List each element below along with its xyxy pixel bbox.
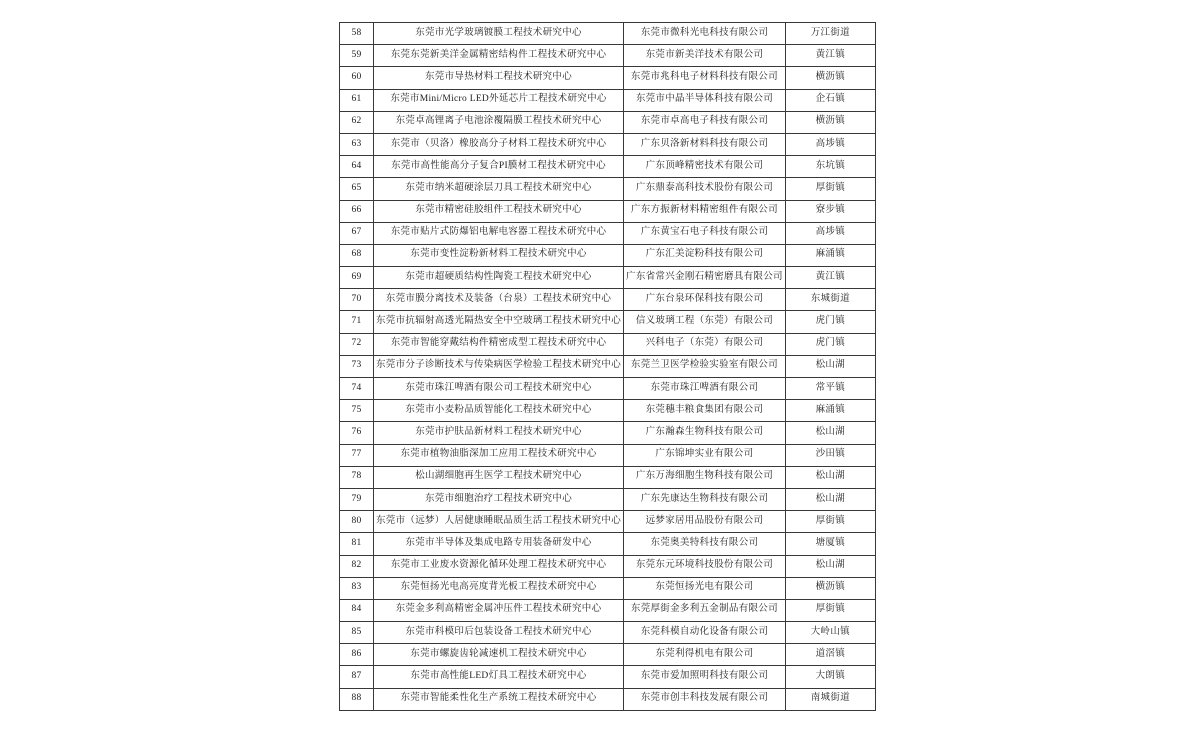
table-row: [340, 666, 876, 688]
town-name-cell: 大岭山镇: [785, 622, 875, 644]
table-row: [340, 577, 876, 599]
company-name-cell: 广东省常兴金刚石精密磨具有限公司: [624, 267, 786, 289]
row-number-cell: 85: [340, 622, 374, 644]
company-name-cell: 广东汇美淀粉科技有限公司: [624, 244, 786, 266]
company-name-cell: 东莞市珠江啤酒有限公司: [624, 378, 786, 400]
row-number-cell: 79: [340, 488, 374, 510]
town-name-cell: 企石镇: [785, 89, 875, 111]
row-number-cell: 87: [340, 666, 374, 688]
town-name-cell: 松山湖: [785, 488, 875, 510]
center-name-cell: 东莞市纳米超硬涂层刀具工程技术研究中心: [374, 178, 624, 200]
town-name-cell: 黄江镇: [785, 267, 875, 289]
row-number-cell: 84: [340, 599, 374, 621]
town-name-cell: 高埗镇: [785, 222, 875, 244]
town-name-cell: 松山湖: [785, 555, 875, 577]
company-name-cell: 东莞市新美洋技术有限公司: [624, 45, 786, 67]
town-name-cell: 东坑镇: [785, 156, 875, 178]
company-name-cell: 广东先康达生物科技有限公司: [624, 488, 786, 510]
company-name-cell: 远梦家居用品股份有限公司: [624, 511, 786, 533]
row-number-cell: 62: [340, 111, 374, 133]
town-name-cell: 高埗镇: [785, 133, 875, 155]
center-name-cell: 东莞市贴片式防爆铝电解电容器工程技术研究中心: [374, 222, 624, 244]
center-name-cell: 东莞市导热材料工程技术研究中心: [374, 67, 624, 89]
company-name-cell: 东莞厚街金多利五金制品有限公司: [624, 599, 786, 621]
row-number-cell: 69: [340, 267, 374, 289]
company-name-cell: 广东顶峰精密技术有限公司: [624, 156, 786, 178]
center-name-cell: 东莞市变性淀粉新材料工程技术研究中心: [374, 244, 624, 266]
table-row: [340, 244, 876, 266]
center-name-cell: 东莞市膜分离技术及装备（台泉）工程技术研究中心: [374, 289, 624, 311]
town-name-cell: 大朗镇: [785, 666, 875, 688]
center-name-cell: 东莞金多利高精密金属冲压件工程技术研究中心: [374, 599, 624, 621]
center-name-cell: 东莞卓高锂离子电池涂覆隔膜工程技术研究中心: [374, 111, 624, 133]
town-name-cell: 厚街镇: [785, 599, 875, 621]
center-name-cell: 东莞市珠江啤酒有限公司工程技术研究中心: [374, 378, 624, 400]
table-row: [340, 488, 876, 510]
town-name-cell: 沙田镇: [785, 444, 875, 466]
table-row: [340, 466, 876, 488]
town-name-cell: 松山湖: [785, 466, 875, 488]
center-name-cell: 东莞市护肤品新材料工程技术研究中心: [374, 422, 624, 444]
row-number-cell: 81: [340, 533, 374, 555]
company-name-cell: 广东万海细胞生物科技有限公司: [624, 466, 786, 488]
town-name-cell: 黄江镇: [785, 45, 875, 67]
company-name-cell: 广东瀚森生物科技有限公司: [624, 422, 786, 444]
table-row: [340, 555, 876, 577]
row-number-cell: 80: [340, 511, 374, 533]
center-name-cell: 东莞市植物油脂深加工应用工程技术研究中心: [374, 444, 624, 466]
table-row: [340, 178, 876, 200]
town-name-cell: 虎门镇: [785, 311, 875, 333]
company-name-cell: 广东贝洛新材料科技有限公司: [624, 133, 786, 155]
town-name-cell: 厚街镇: [785, 178, 875, 200]
row-number-cell: 65: [340, 178, 374, 200]
center-name-cell: 东莞市智能穿戴结构件精密成型工程技术研究中心: [374, 333, 624, 355]
table-row: [340, 45, 876, 67]
row-number-cell: 88: [340, 688, 374, 710]
table-row: [340, 533, 876, 555]
row-number-cell: 66: [340, 200, 374, 222]
company-name-cell: 广东鼎泰高科技术股份有限公司: [624, 178, 786, 200]
company-name-cell: 东莞市爱加照明科技有限公司: [624, 666, 786, 688]
company-name-cell: 东莞市兆科电子材料科技有限公司: [624, 67, 786, 89]
table-row: [340, 23, 876, 45]
row-number-cell: 75: [340, 400, 374, 422]
town-name-cell: 南城街道: [785, 688, 875, 710]
row-number-cell: 60: [340, 67, 374, 89]
company-name-cell: 东莞兰卫医学检验实验室有限公司: [624, 355, 786, 377]
company-name-cell: 东莞市卓高电子科技有限公司: [624, 111, 786, 133]
row-number-cell: 61: [340, 89, 374, 111]
table-body: [340, 23, 876, 711]
row-number-cell: 73: [340, 355, 374, 377]
center-name-cell: 东莞市光学玻璃镀膜工程技术研究中心: [374, 23, 624, 45]
town-name-cell: 塘厦镇: [785, 533, 875, 555]
company-name-cell: 东莞市微科光电科技有限公司: [624, 23, 786, 45]
row-number-cell: 68: [340, 244, 374, 266]
center-name-cell: 东莞市分子诊断技术与传染病医学检验工程技术研究中心: [374, 355, 624, 377]
table-row: [340, 422, 876, 444]
center-name-cell: 东莞市高性能LED灯具工程技术研究中心: [374, 666, 624, 688]
table-row: [340, 644, 876, 666]
table-row: [340, 622, 876, 644]
company-name-cell: 东莞市中晶半导体科技有限公司: [624, 89, 786, 111]
row-number-cell: 77: [340, 444, 374, 466]
town-name-cell: 厚街镇: [785, 511, 875, 533]
row-number-cell: 86: [340, 644, 374, 666]
town-name-cell: 东城街道: [785, 289, 875, 311]
company-name-cell: 东莞市创丰科技发展有限公司: [624, 688, 786, 710]
town-name-cell: 寮步镇: [785, 200, 875, 222]
center-name-cell: 东莞市超硬质结构性陶瓷工程技术研究中心: [374, 267, 624, 289]
table-row: [340, 267, 876, 289]
town-name-cell: 道滘镇: [785, 644, 875, 666]
company-name-cell: 兴科电子（东莞）有限公司: [624, 333, 786, 355]
company-name-cell: 东莞利得机电有限公司: [624, 644, 786, 666]
company-name-cell: 东莞东元环境科技股份有限公司: [624, 555, 786, 577]
row-number-cell: 67: [340, 222, 374, 244]
center-name-cell: 东莞市Mini/Micro LED外延芯片工程技术研究中心: [374, 89, 624, 111]
town-name-cell: 横沥镇: [785, 577, 875, 599]
center-name-cell: 东莞市抗辐射高透光隔热安全中空玻璃工程技术研究中心: [374, 311, 624, 333]
table-row: [340, 333, 876, 355]
company-name-cell: 广东锦坤实业有限公司: [624, 444, 786, 466]
table-row: [340, 355, 876, 377]
row-number-cell: 64: [340, 156, 374, 178]
town-name-cell: 麻涌镇: [785, 400, 875, 422]
center-name-cell: 东莞市科模印后包装设备工程技术研究中心: [374, 622, 624, 644]
table-row: [340, 444, 876, 466]
table-row: [340, 89, 876, 111]
company-name-cell: 广东方振新材料精密组件有限公司: [624, 200, 786, 222]
research-centers-table: [339, 22, 876, 711]
company-name-cell: 广东黄宝石电子科技有限公司: [624, 222, 786, 244]
center-name-cell: 东莞市（贝洛）橡胶高分子材料工程技术研究中心: [374, 133, 624, 155]
town-name-cell: 万江街道: [785, 23, 875, 45]
center-name-cell: 东莞市半导体及集成电路专用装备研发中心: [374, 533, 624, 555]
table-row: [340, 67, 876, 89]
company-name-cell: 东莞奥美特科技有限公司: [624, 533, 786, 555]
row-number-cell: 63: [340, 133, 374, 155]
center-name-cell: 东莞市精密硅胶组件工程技术研究中心: [374, 200, 624, 222]
row-number-cell: 78: [340, 466, 374, 488]
table-row: [340, 400, 876, 422]
table-row: [340, 688, 876, 710]
center-name-cell: 东莞东莞新美洋金属精密结构件工程技术研究中心: [374, 45, 624, 67]
row-number-cell: 72: [340, 333, 374, 355]
row-number-cell: 71: [340, 311, 374, 333]
company-name-cell: 东莞穗丰粮食集团有限公司: [624, 400, 786, 422]
row-number-cell: 83: [340, 577, 374, 599]
table-row: [340, 599, 876, 621]
row-number-cell: 82: [340, 555, 374, 577]
table-row: [340, 511, 876, 533]
center-name-cell: 东莞恒扬光电高亮度背光板工程技术研究中心: [374, 577, 624, 599]
town-name-cell: 麻涌镇: [785, 244, 875, 266]
table-row: [340, 289, 876, 311]
center-name-cell: 东莞市工业废水资源化循环处理工程技术研究中心: [374, 555, 624, 577]
center-name-cell: 东莞市螺旋齿轮减速机工程技术研究中心: [374, 644, 624, 666]
center-name-cell: 松山湖细胞再生医学工程技术研究中心: [374, 466, 624, 488]
company-name-cell: 广东台泉环保科技有限公司: [624, 289, 786, 311]
table-row: [340, 156, 876, 178]
table-row: [340, 133, 876, 155]
table-row: [340, 222, 876, 244]
center-name-cell: 东莞市高性能高分子复合PI膜材工程技术研究中心: [374, 156, 624, 178]
row-number-cell: 76: [340, 422, 374, 444]
center-name-cell: 东莞市小麦粉品质智能化工程技术研究中心: [374, 400, 624, 422]
table-row: [340, 378, 876, 400]
company-name-cell: 信义玻璃工程（东莞）有限公司: [624, 311, 786, 333]
table-row: [340, 200, 876, 222]
town-name-cell: 松山湖: [785, 422, 875, 444]
town-name-cell: 常平镇: [785, 378, 875, 400]
row-number-cell: 58: [340, 23, 374, 45]
row-number-cell: 59: [340, 45, 374, 67]
row-number-cell: 70: [340, 289, 374, 311]
town-name-cell: 虎门镇: [785, 333, 875, 355]
company-name-cell: 东莞科模自动化设备有限公司: [624, 622, 786, 644]
company-name-cell: 东莞恒扬光电有限公司: [624, 577, 786, 599]
table-row: [340, 111, 876, 133]
center-name-cell: 东莞市（远梦）人居健康睡眠品质生活工程技术研究中心: [374, 511, 624, 533]
center-name-cell: 东莞市细胞治疗工程技术研究中心: [374, 488, 624, 510]
town-name-cell: 横沥镇: [785, 67, 875, 89]
row-number-cell: 74: [340, 378, 374, 400]
center-name-cell: 东莞市智能柔性化生产系统工程技术研究中心: [374, 688, 624, 710]
town-name-cell: 横沥镇: [785, 111, 875, 133]
town-name-cell: 松山湖: [785, 355, 875, 377]
table-row: [340, 311, 876, 333]
